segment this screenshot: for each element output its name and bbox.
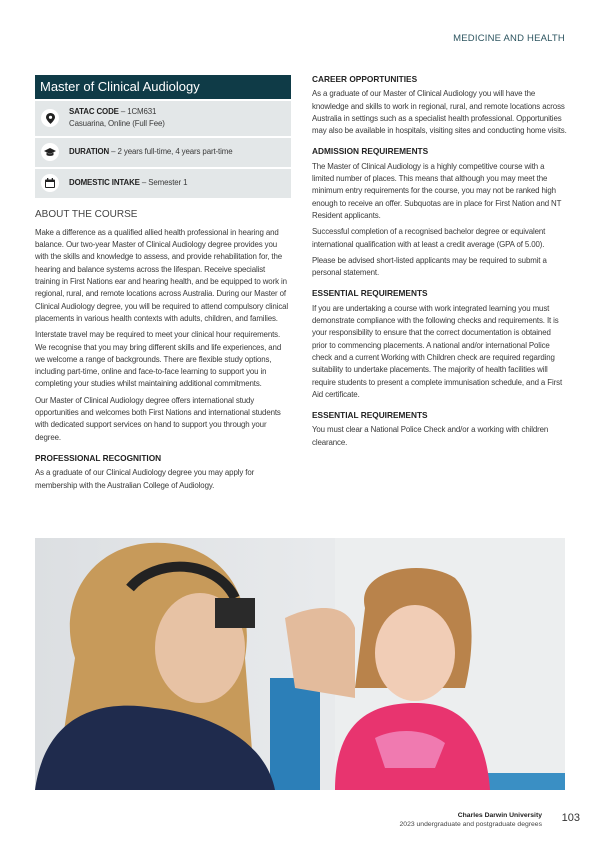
about-heading: ABOUT THE COURSE [35,208,138,220]
essential-text: If you are undertaking a course with work integrated learning you must demonstrate compliance with the following checks and requirements. It is your responsibility to ensure that the correct documentation is obtained prior to commencing placements. A national and/or international Police check and a current Working with Children check are required regarding suitability to undertake placements. The majority of health facilities will require students to present a complete immunisation schedule, and a First Aid certificate. [312,303,563,399]
page-number: 103 [561,812,580,824]
left-column [35,75,291,496]
about-paragraph: Interstate travel may be required to meet your clinical hour requirements. We recognise that you may bring different skills and life experiences, and we welcome a range of backgrounds. There are flexible study options, including part-time, online and face-to-face learning to support you in completing your studies whilst maintaining additional commitments. [35,330,282,389]
admission-heading: ADMISSION REQUIREMENTS [312,146,429,157]
recognition-heading: PROFESSIONAL RECOGNITION [35,452,162,463]
footer [400,811,542,829]
duration-label: DURATION [69,146,110,156]
essential-heading: ESSENTIAL REQUIREMENTS [312,288,428,299]
footer-university: Charles Darwin University [457,812,542,819]
intake-value: – Semester 1 [139,177,188,187]
about-paragraph: Make a difference as a qualified allied health professional in hearing and balance. Our two-year Master of Clinical Audiology degree provides you with the skills and knowledge to assess, and provide rehabilitation for, the hearing and balance systems across the lifespan. Receive specialist training in First Nations ear and hearing health, and be equipped to work in regional, rural, and remote locations across Australia. During our Master of Clinical Audiology degree, you will be required to attend compulsory clinical placements in various health contexts with adults, children, and families. [35,227,289,323]
graduation-cap-icon [41,143,59,161]
satac-info [35,101,291,136]
duration-info [35,138,291,167]
audiologist-examining-child-photo [35,538,565,790]
admission-paragraph: Successful completion of a recognised bachelor degree or equivalent international qualification with at least a credit average (GPA of 5.00). [312,227,546,249]
intake-label: DOMESTIC INTAKE [69,177,140,187]
section-header: MEDICINE AND HEALTH [453,33,565,44]
admission-paragraph: Please be advised short-listed applicants may be required to submit a personal statement. [312,255,547,278]
duration-value: – 2 years full-time, 4 years part-time [109,146,233,156]
career-text: As a graduate of our Master of Clinical Audiology you will have the knowledge and skills to work in regional, rural, and remote locations across Australia in settings such as a specialist health professional. Opportunities may also be available in hospitals, visiting sites and conducting home visits. [312,89,567,136]
satac-label: SATAC CODE [69,107,119,116]
career-heading: CAREER OPPORTUNITIES [312,74,418,84]
admission-paragraph: The Master of Clinical Audiology is a highly competitive course with a limited number of places. This means that although you may meet the minimum entry requirements for the course, you may not be ranked high enough to receive an offer. Subquotas are in place for First Nation and NT Resident applicants. [312,161,562,220]
intake-info [35,169,291,198]
location-pin-icon [41,109,59,127]
right-column [312,73,567,453]
footer-subtitle: 2023 undergraduate and postgraduate degrees [399,821,542,828]
about-paragraph: Our Master of Clinical Audiology degree offers international study opportunities and welcomes both First Nations and international students with dedicated support services on hand to support you through your degree. [35,395,281,442]
essential-heading-2: ESSENTIAL REQUIREMENTS [312,410,428,421]
recognition-text: As a graduate of our Clinical Audiology degree you may apply for membership with the Australian College of Audiology. [35,468,255,490]
satac-value: – 1CM631 [118,107,157,116]
essential-text-2: You must clear a National Police Check and/or a working with children clearance. [312,425,549,447]
campus-location: Casuarina, Online (Full Fee) [69,119,165,129]
course-title: Master of Clinical Audiology [35,75,291,99]
calendar-icon [41,174,59,192]
